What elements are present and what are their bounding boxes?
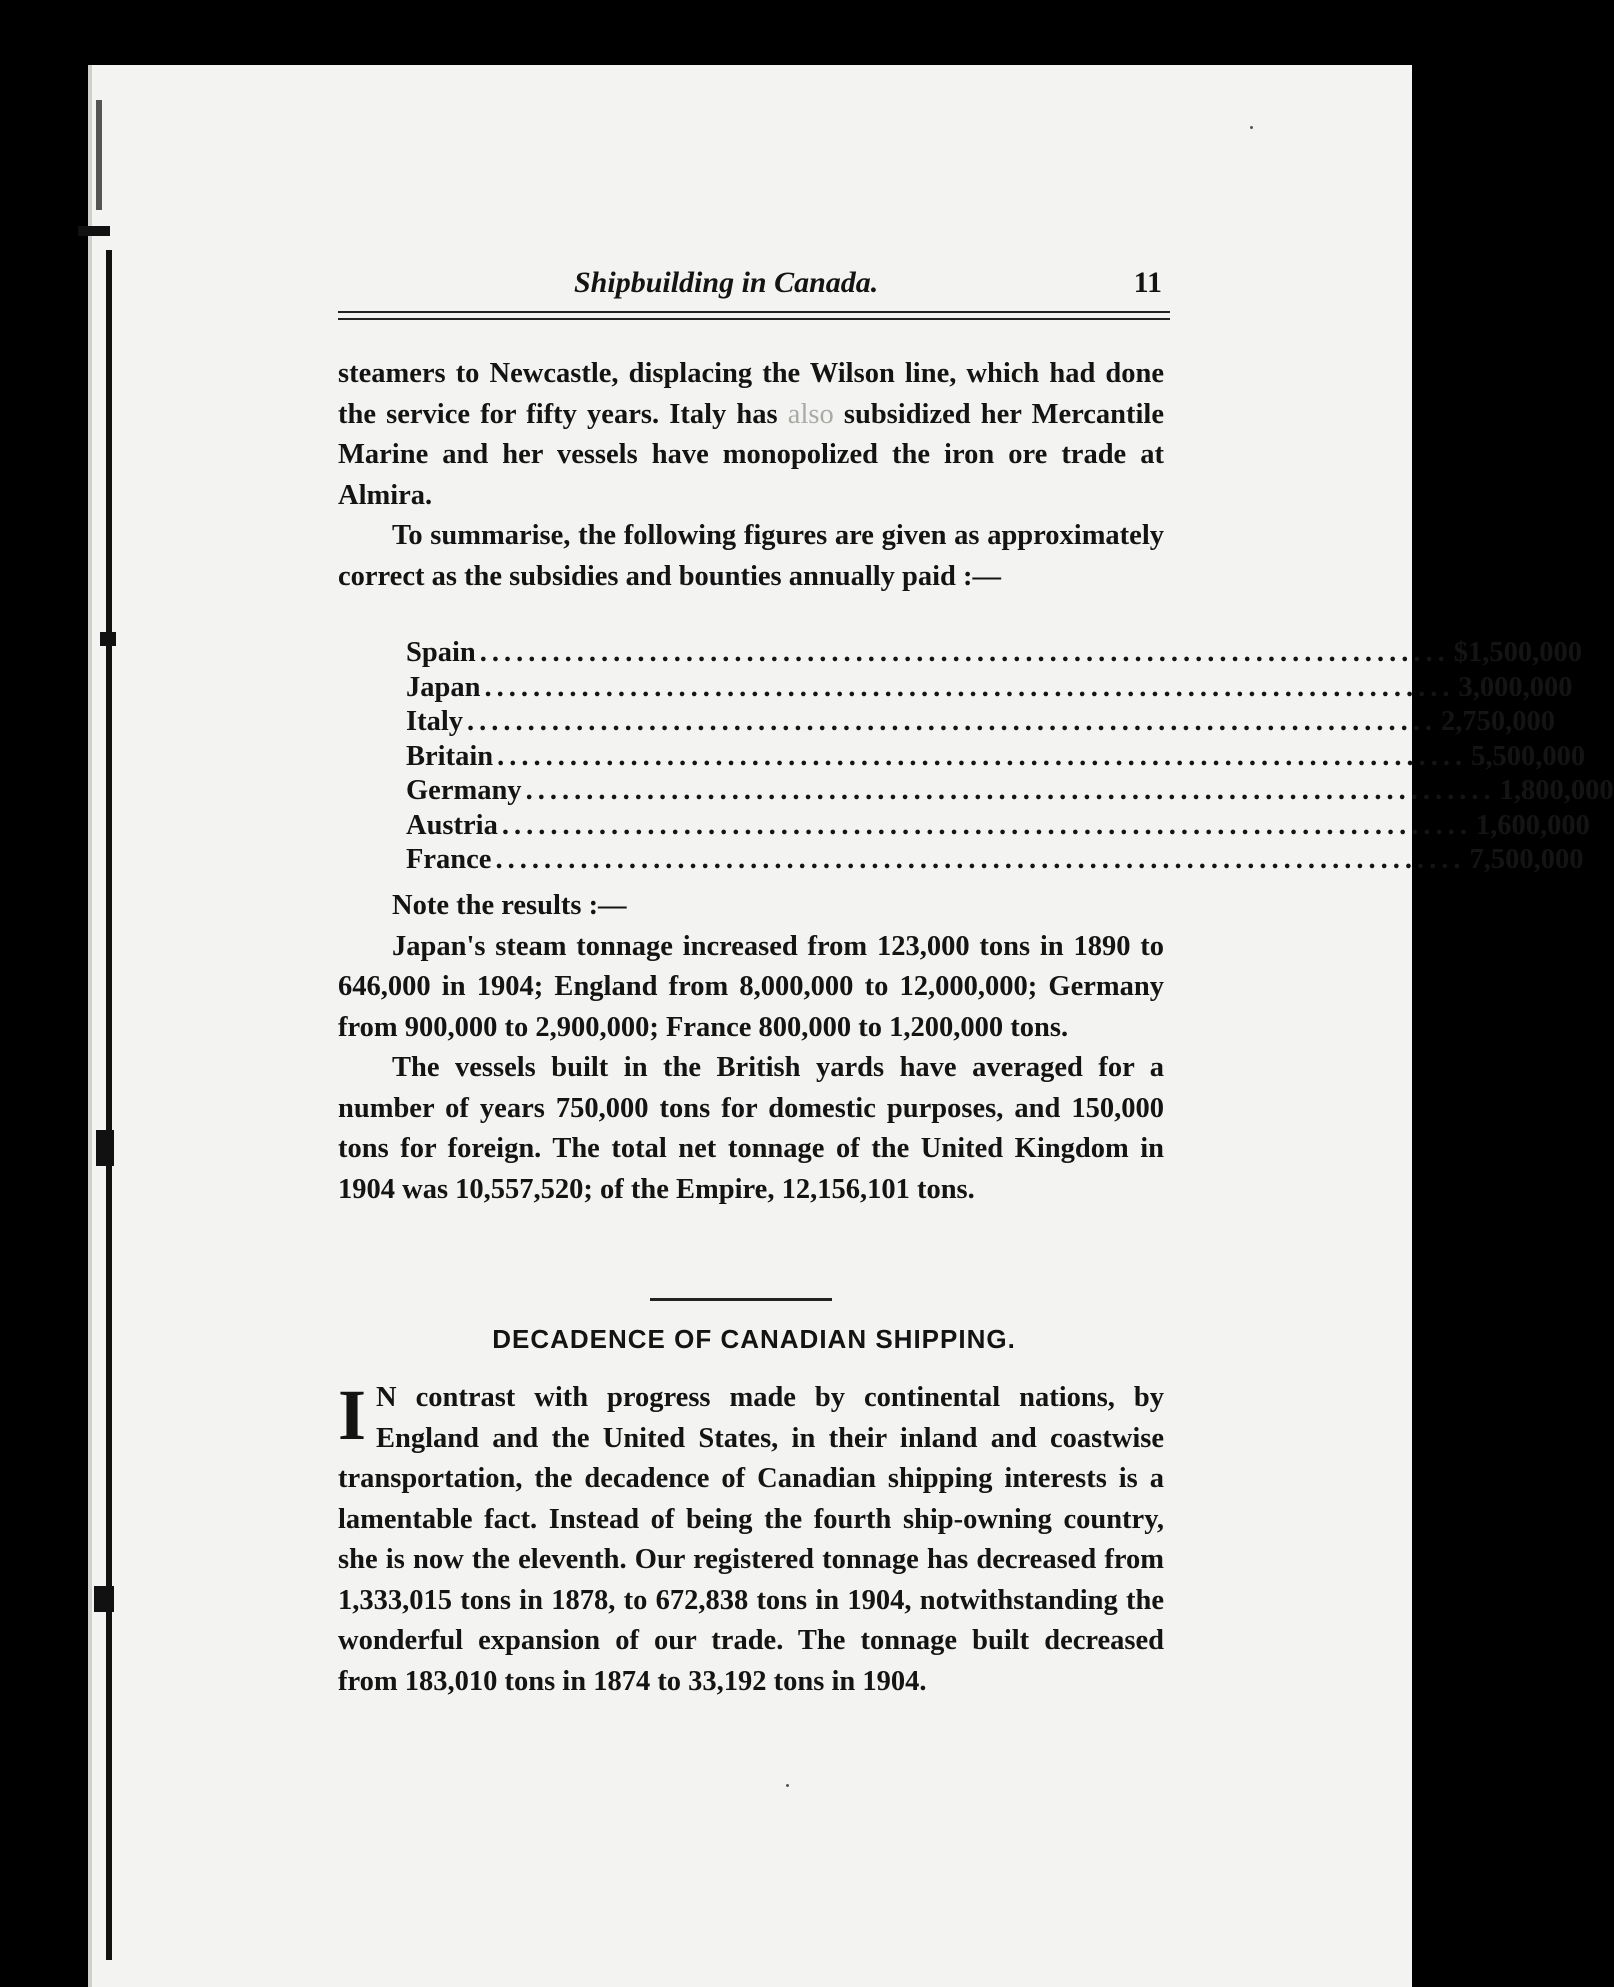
subsidy-row	[406, 809, 1590, 844]
paragraph: steamers to Newcastle, displacing the Wilson line, which had done the service for fifty years. Italy has also subsidized her Mercantile Marine and her vessels have monopolized the iron ore trade at Almira.	[338, 358, 1165, 511]
dot-leader: ................................................................................	[467, 706, 1437, 737]
subsidy-amount: 1,600,000	[1475, 809, 1590, 841]
dot-leader: ................................................................................	[501, 809, 1472, 841]
paper-speck	[1250, 126, 1253, 129]
subsidy-amount: 7,500,000	[1469, 844, 1584, 875]
binding-mark	[100, 632, 116, 646]
subsidy-country: Britain	[406, 740, 494, 772]
paragraph: The vessels built in the British yards have averaged for a number of years 750,000 tons for domestic purposes, and 150,000 tons for foreign. The total net tonnage of the United Kingdom in 1904 was 10,557,520; of the Empire, 12,156,101 tons.	[338, 1052, 1164, 1205]
drop-cap: I	[338, 1375, 367, 1455]
section-heading: DECADENCE OF CANADIAN SHIPPING.	[492, 1324, 1016, 1354]
subsidy-row	[406, 740, 1586, 775]
text-block-section	[338, 1375, 1164, 1702]
dot-leader: ................................................................................	[525, 775, 1496, 806]
dot-leader: ................................................................................	[479, 637, 1450, 668]
dot-leader: ................................................................................	[484, 671, 1455, 703]
subsidy-country: Austria	[406, 809, 498, 841]
subsidy-row	[406, 671, 1573, 706]
page-binding-edge	[106, 250, 112, 1960]
subsidy-row	[406, 843, 1584, 878]
page-number: 11	[1133, 266, 1162, 299]
header-double-rule	[338, 311, 1170, 320]
faint-word: also	[787, 398, 834, 430]
subsidy-country: Italy	[406, 706, 463, 737]
subsidy-row	[406, 705, 1555, 740]
paragraph: Japan's steam tonnage increased from 123,000 tons in 1890 to 646,000 in 1904; England from 8,000,000 to 12,000,000; Germany from 900,000 to 2,900,000; France 800,000 to 1,200,000 tons.	[338, 930, 1164, 1043]
subsidy-country: Japan	[406, 671, 481, 703]
subsidy-amount: 3,000,000	[1458, 671, 1573, 703]
subsidy-row	[406, 774, 1614, 809]
binding-mark	[78, 226, 110, 236]
text-block-top	[338, 354, 1164, 597]
binding-mark	[94, 1586, 114, 1612]
subsidy-row	[406, 636, 1582, 671]
subsidy-amount: 5,500,000	[1471, 740, 1586, 772]
subsidy-amount: 2,750,000	[1441, 706, 1555, 737]
running-header	[338, 262, 1170, 306]
running-title: Shipbuilding in Canada.	[574, 266, 879, 299]
binding-mark	[96, 1130, 114, 1166]
dot-leader: ................................................................................	[495, 844, 1466, 875]
paragraph: To summarise, the following figures are given as approximately correct as the subsidies and bounties annually paid :—	[338, 520, 1164, 592]
subsidy-country: France	[406, 844, 492, 875]
subsidies-table	[406, 636, 1614, 878]
section-divider	[650, 1298, 832, 1301]
results-intro: Note the results :—	[392, 890, 627, 921]
binding-mark	[96, 100, 102, 210]
text-block-results	[338, 886, 1164, 1210]
subsidy-country: Spain	[406, 637, 476, 668]
paper-speck	[786, 1784, 789, 1787]
dot-leader: ................................................................................	[497, 740, 1468, 772]
subsidy-amount: $1,500,000	[1453, 637, 1582, 668]
subsidy-amount: 1,800,000	[1499, 775, 1614, 806]
paragraph: I N contrast with progress made by continental nations, by England and the United States, in their inland and coastwise transportation, the decadence of Canadian shipping interests is a lamentable fact. Instead of being the fourth ship-owning country, she is now the eleventh. Our registered tonnage has decreased from 1,333,015 tons in 1878, to 672,838 tons in 1904, notwithstanding the wonderful expansion of our trade. The tonnage built decreased from 183,010 tons in 1874 to 33,192 tons in 1904.	[338, 1375, 1164, 1697]
subsidy-country: Germany	[406, 775, 522, 806]
